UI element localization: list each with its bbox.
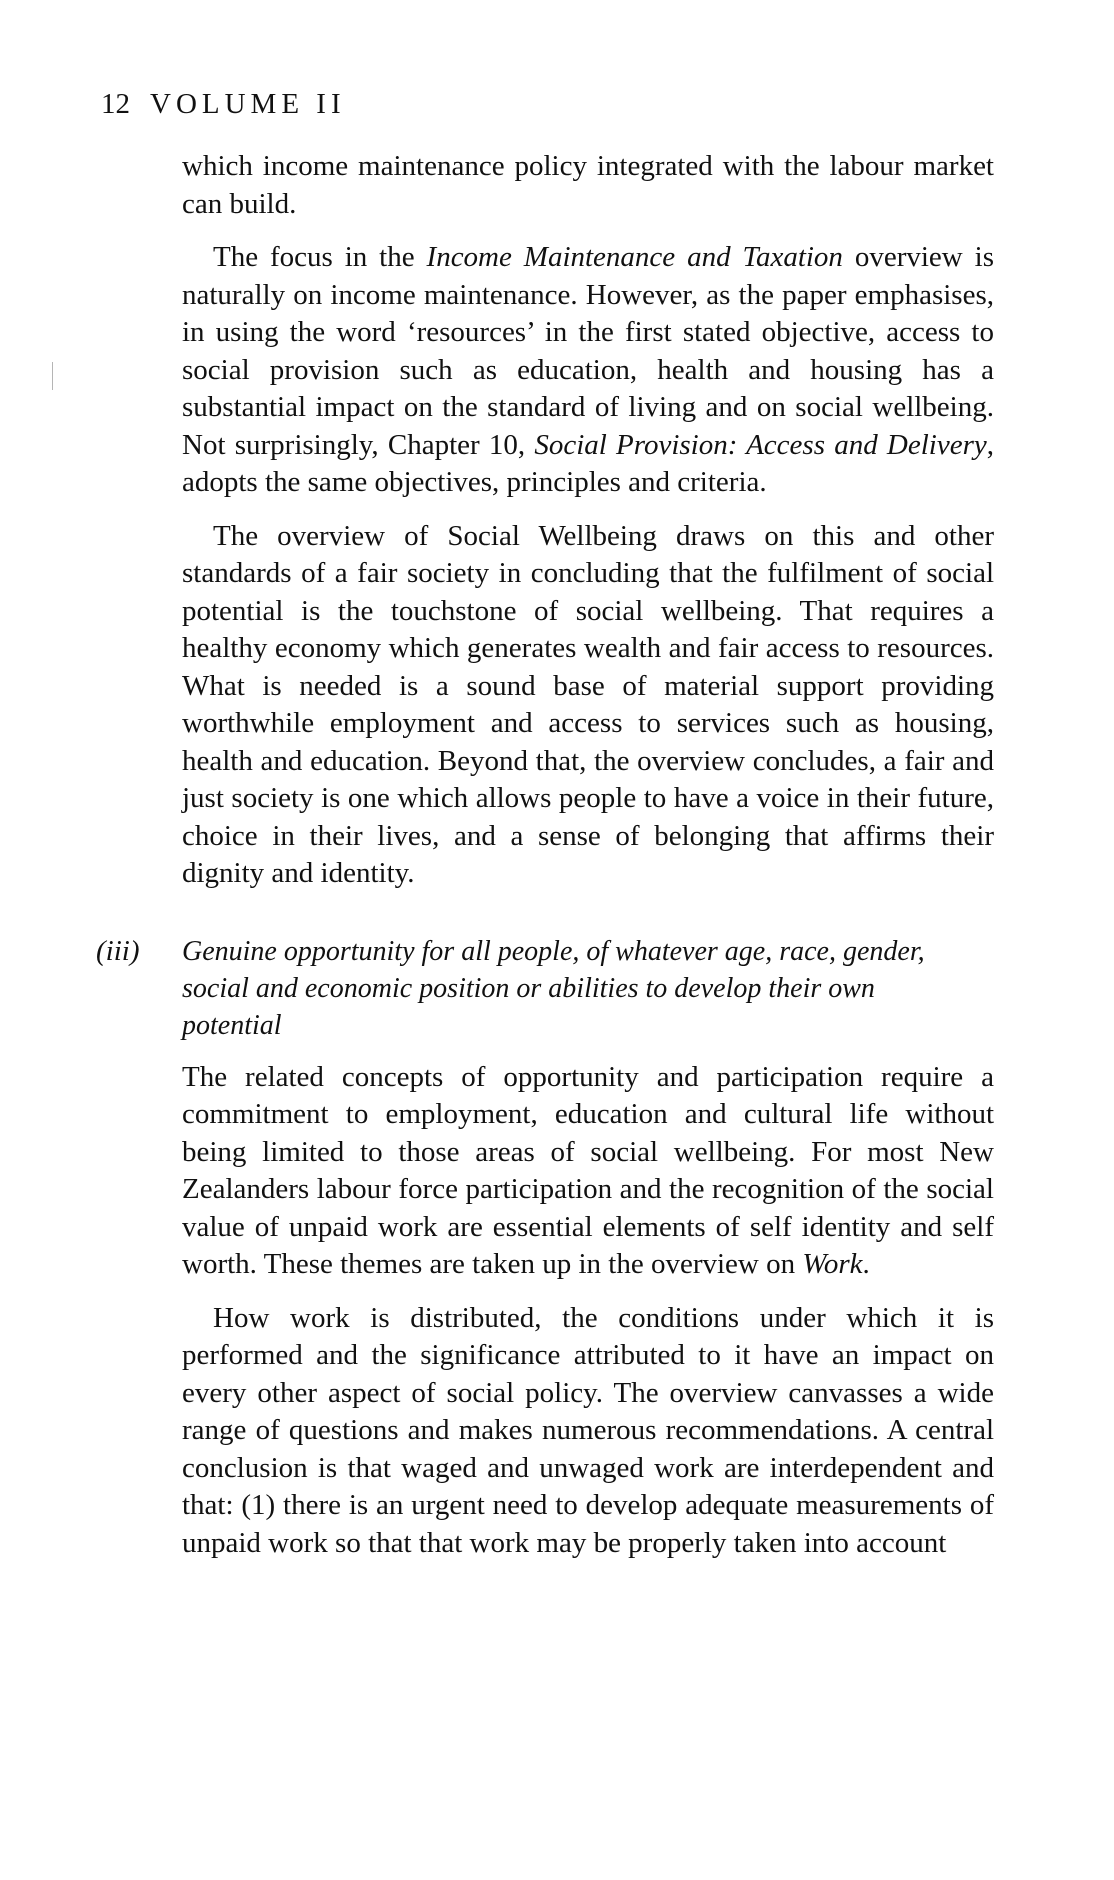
running-head-title: VOLUME II [150,88,346,120]
text-column [96,148,994,1562]
running-head [101,88,346,120]
title-work: Work [802,1248,863,1280]
paragraph-social-wellbeing: The overview of Social Wellbeing draws on this and other standards of a fair society in concluding that the fulfilment of social potential is the touchstone of social wellbeing. That requires a healthy economy which generates wealth and fair access to resources. What is needed is a sound base of material support providing worthwhile employment and access to services such as housing, health and education. Beyond that, the overview concludes, a fair and just society is one which allows people to have a voice in their future, choice in their lives, and a sense of belonging that affirms their dignity and identity. [182,519,994,889]
paragraph-text: . [862,1248,870,1280]
paragraph-text: , adopts the same objectives, principles and criteria. [182,428,994,498]
paragraph-text: The focus in the [213,241,427,273]
section-label: (iii) [96,934,140,967]
paragraph-text: The related concepts of opportunity and participation require a commitment to employment, education and cultural life without being limited to those areas of social wellbeing. For most New Zealanders labour force participation and the recognition of the social value of unpaid work are essential elements of self identity and self worth. These themes are taken up in the overview on [182,1060,994,1280]
margin-mark [52,362,53,390]
paragraph-work-distribution: How work is distributed, the conditions under which it is performed and the significance attributed to it have an impact on every other aspect of social policy. The overview canvasses a wide range of questions and makes numerous recommendations. A central conclusion is that waged and unwaged work are interdependent and that: (1) there is an urgent need to develop adequate measurements of unpaid work so that that work may be properly taken into account [182,1301,994,1559]
page-number: 12 [101,88,130,120]
paragraph-continuation: which income maintenance policy integrated with the labour market can build. [182,150,994,220]
title-social-provision: Social Provision: Access and Delivery [534,428,987,461]
paragraph-income-maintenance [182,239,994,502]
paragraph-opportunity [182,1059,994,1284]
section-iii [96,933,994,1563]
paragraph-text: overview is naturally on income maintenance. However, as the paper emphasises, in using the word ‘resources’ in the first stated objective, access to social provision such as education, health and housing has a substantial impact on the standard of living and on social wellbeing. Not surprisingly, Chapter 10, [182,241,994,461]
title-income-maintenance-taxation: Income Maintenance and Taxation [426,241,843,273]
section-heading: Genuine opportunity for all people, of whatever age, race, gender, social and economic position or abilities to develop their own potential [182,935,925,1041]
